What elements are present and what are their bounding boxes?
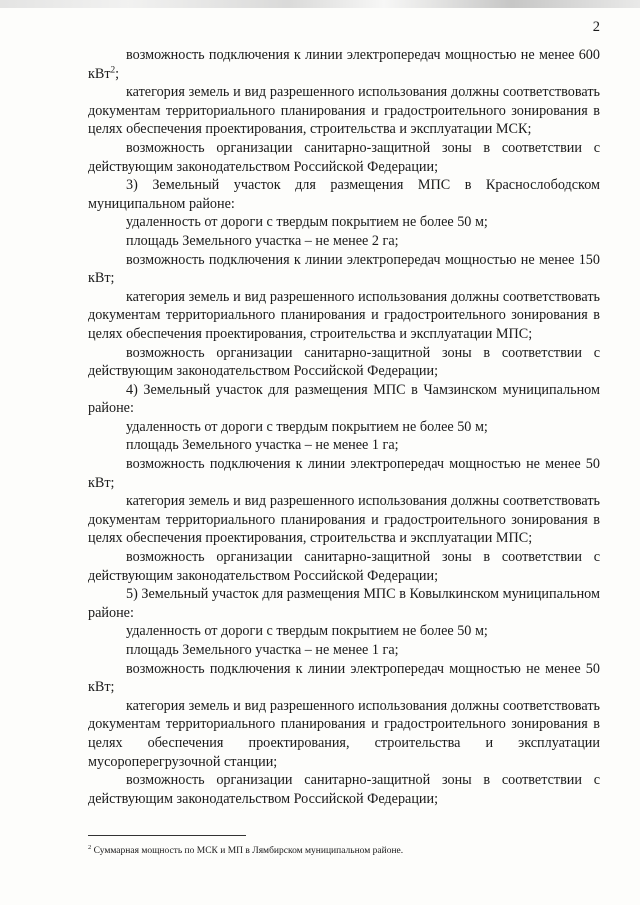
footnote-text: Суммарная мощность по МСК и МП в Лямбирском муниципальном районе. [93,846,404,857]
paragraph: возможность подключения к линии электропередач мощностью не менее 150 кВт; [88,251,600,287]
paragraph: категория земель и вид разрешенного использования должны соответствовать документам территориального планирования и градостроительного зонирования в целях обеспечения проектирования, строительства и эксплуатации МПС; [88,493,600,547]
paragraph: возможность организации санитарно-защитной зоны в соответствии с действующим законодательством Российской Федерации; [88,344,600,380]
paragraph: категория земель и вид разрешенного использования должны соответствовать документам территориального планирования и градостроительного зонирования в целях обеспечения проектирования, строительства и эксплуатации МСК; [88,84,600,138]
paragraph: 4) Земельный участок для размещения МПС в Чамзинском муниципальном районе: [88,381,600,417]
paragraph: площадь Земельного участка – не менее 2 га; [126,232,399,249]
footnote-mark: 2 [88,844,92,851]
paragraph: возможность подключения к линии электропередач мощностью не менее 50 кВт; [88,660,600,696]
paragraph: возможность организации санитарно-защитной зоны в соответствии с действующим законодательством Российской Федерации; [88,139,600,175]
paragraph: возможность организации санитарно-защитной зоны в соответствии с действующим законодательством Российской Федерации; [88,549,600,584]
paragraph: возможность организации санитарно-защитной зоны в соответствии с действующим законодательством Российской Федерации; [88,772,600,807]
footnote [88,842,600,857]
paragraph: возможность подключения к линии электропередач мощностью не менее 50 кВт; [88,456,600,491]
paragraph: категория земель и вид разрешенного использования должны соответствовать документам территориального планирования и градостроительного зонирования в целях обеспечения проектирования, строительства и эксплуатации МПС; [88,288,600,342]
paragraph: 3) Земельный участок для размещения МПС в Краснослободском муниципальном районе: [88,177,600,212]
footnote-reference[interactable]: 2 [110,63,116,74]
scan-edge-artifact [0,0,640,8]
document-body [88,46,600,808]
paragraph: категория земель и вид разрешенного использования должны соответствовать документам территориального планирования и градостроительного зонирования в целях обеспечения проектирования, строительства и эксплуатации мусороперегрузочной станции; [88,697,600,770]
page-number: 2 [592,19,600,35]
paragraph: площадь Земельного участка – не менее 1 га; [126,642,399,658]
paragraph: площадь Земельного участка – не менее 1 га; [126,437,399,454]
paragraph: удаленность от дороги с твердым покрытием не более 50 м; [126,418,488,435]
paragraph: удаленность от дороги с твердым покрытием не более 50 м; [126,623,488,640]
paragraph: возможность подключения к линии электропередач мощностью не менее 600 кВт$^2$; [88,47,600,82]
paragraph: удаленность от дороги с твердым покрытием не более 50 м; [126,214,488,231]
footnote-divider [88,835,246,836]
paragraph: 5) Земельный участок для размещения МПС в Ковылкинском муниципальном районе: [88,586,600,621]
